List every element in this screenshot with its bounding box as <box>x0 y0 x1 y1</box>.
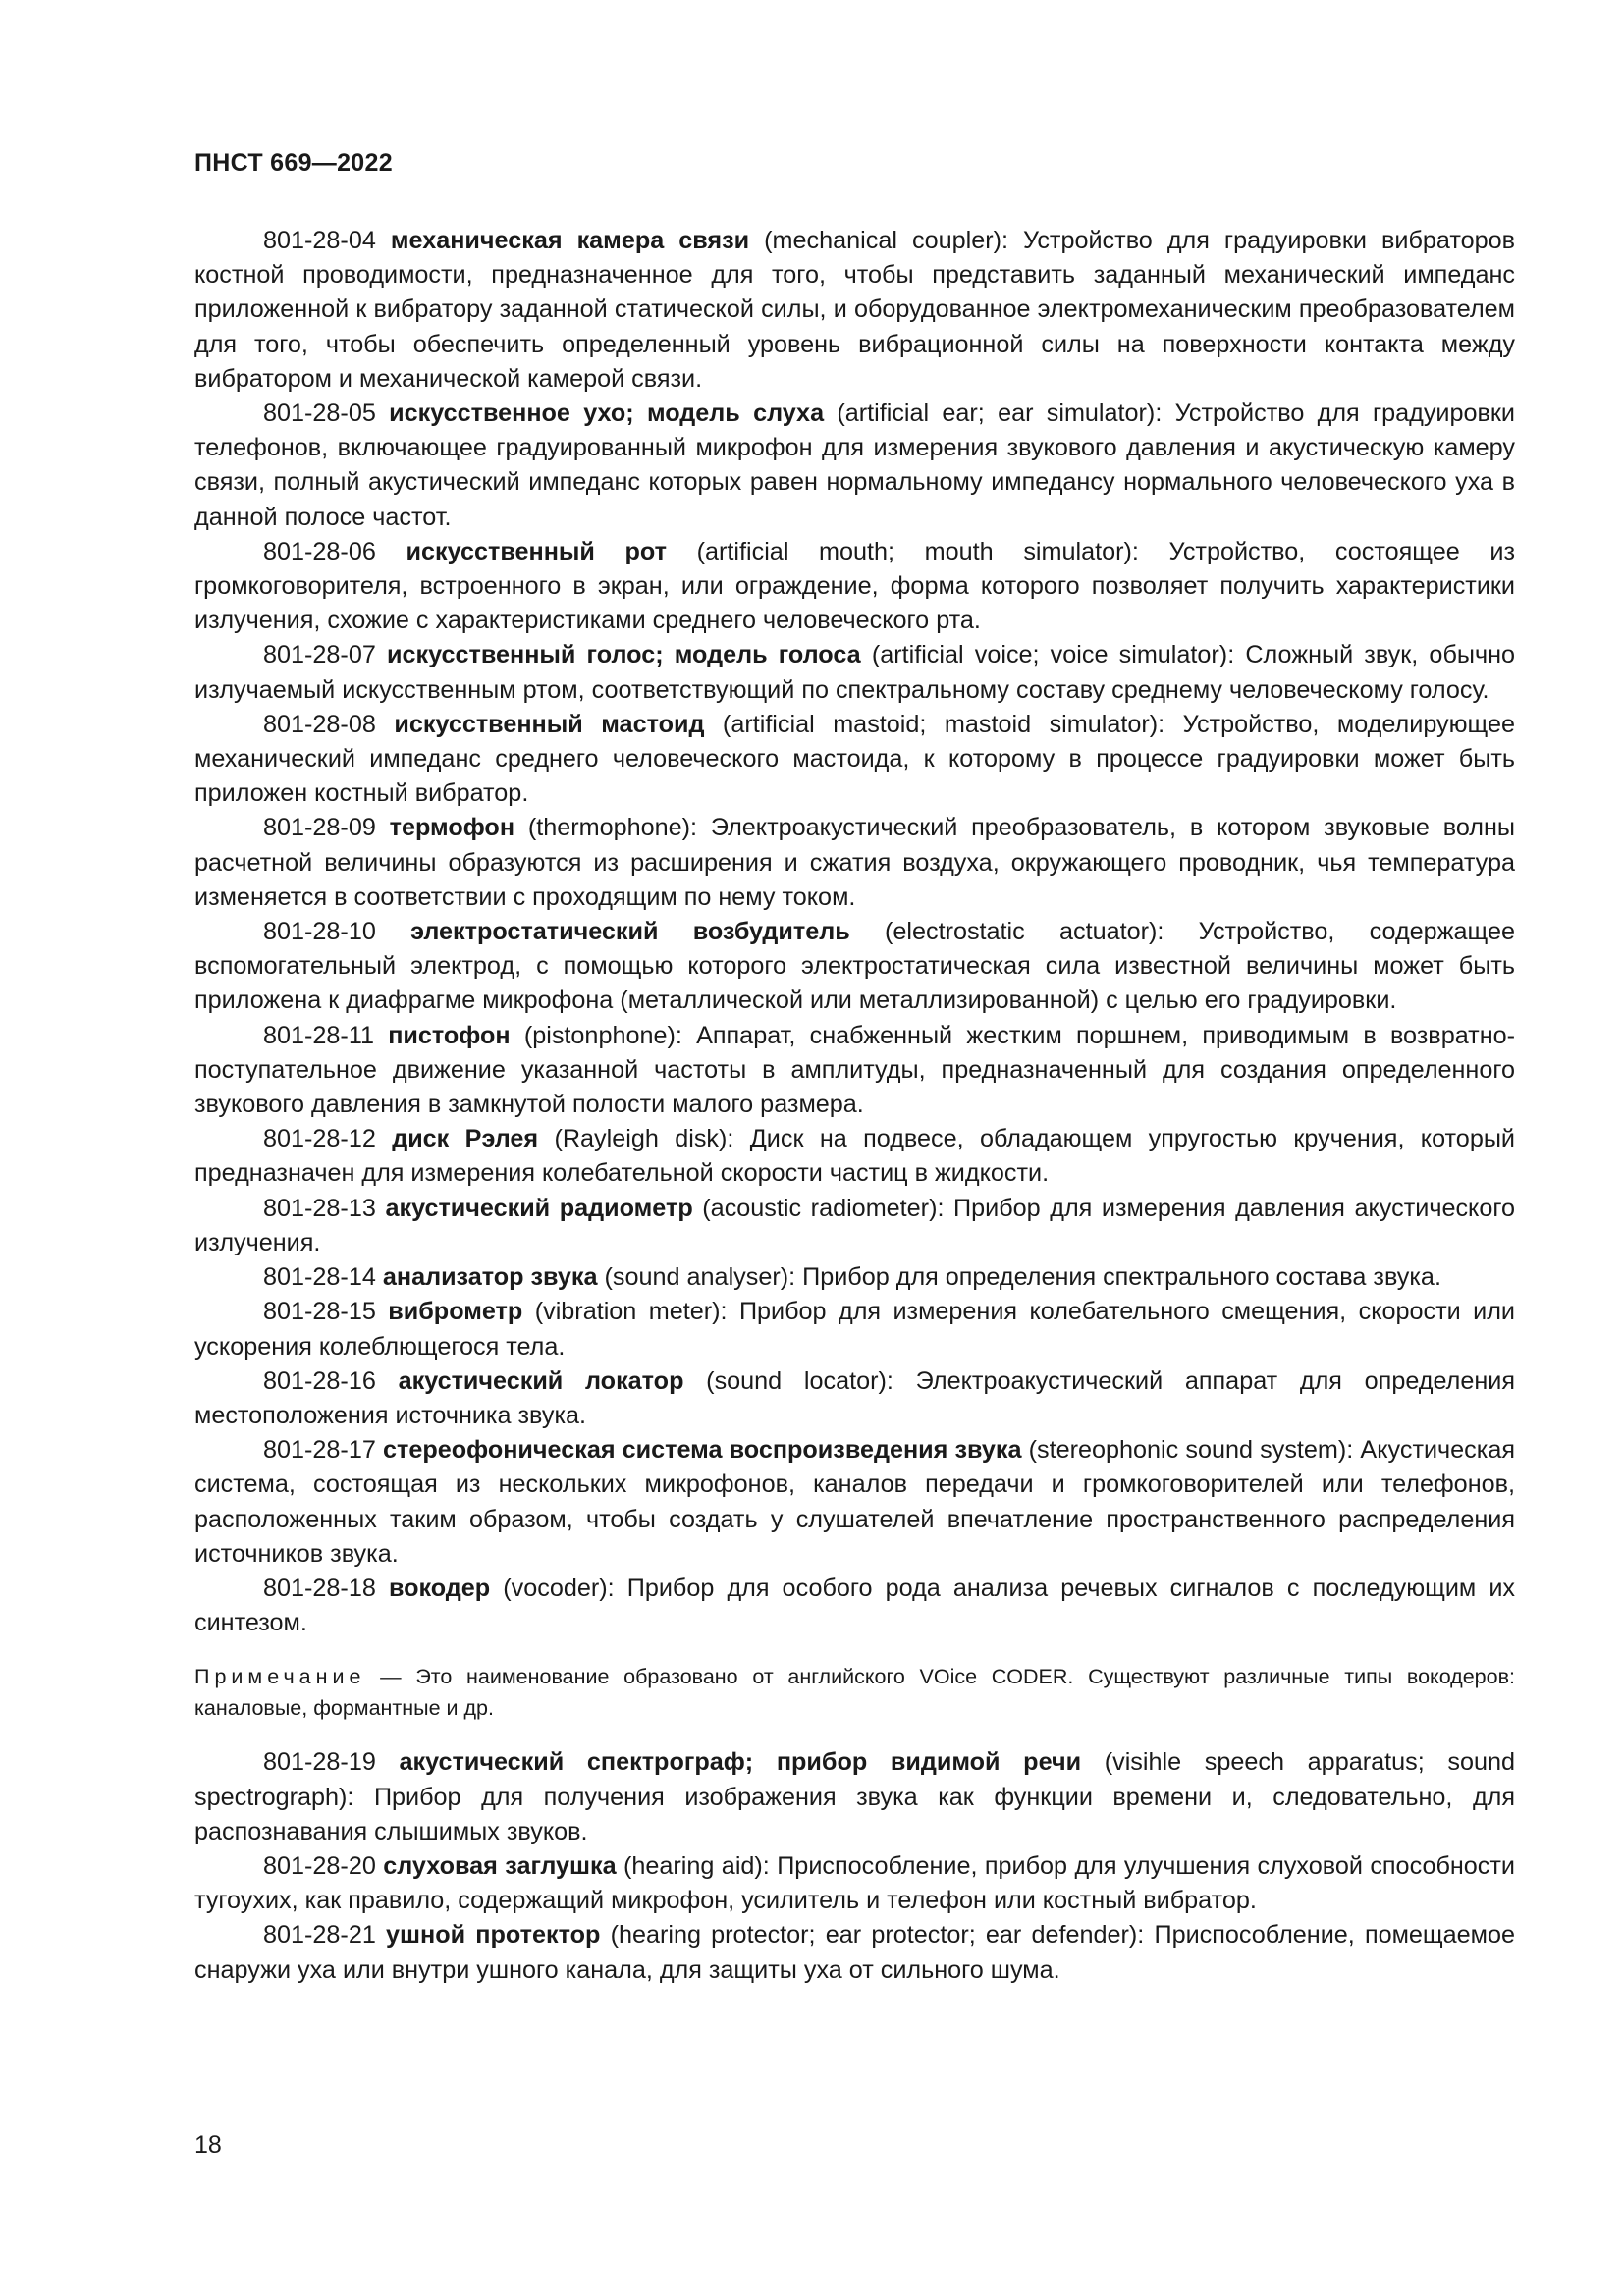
entry-term: акустический спектрограф; прибор видимой речи <box>399 1748 1082 1777</box>
entry-definition: (electrostatic actuator): Устройство, содержащее вспомогательный электрод, с помощью которого электростатическая сила известной величины может быть приложена к диафрагме микрофона (металлической или металлизированной) с целью его градуировки. <box>194 918 1515 1015</box>
entry-number: 801-28-19 <box>263 1748 376 1777</box>
entry-number: 801-28-08 <box>263 710 376 738</box>
entry-term: искусственное ухо; модель слуха <box>389 400 825 428</box>
entry-term: искусственный рот <box>406 537 668 565</box>
entry-801-28-08 <box>194 708 1515 812</box>
entry-number: 801-28-10 <box>263 918 376 946</box>
entry-number: 801-28-05 <box>263 400 376 428</box>
entry-term: искусственный голос; модель голоса <box>387 641 861 669</box>
entry-number: 801-28-17 <box>263 1436 376 1465</box>
entry-number: 801-28-14 <box>263 1263 376 1292</box>
entry-801-28-04 <box>194 224 1515 397</box>
entry-number: 801-28-11 <box>263 1021 374 1049</box>
entry-term: искусственный мастоид <box>394 710 705 738</box>
entry-number: 801-28-16 <box>263 1366 376 1395</box>
entry-801-28-17 <box>194 1433 1515 1572</box>
entry-number: 801-28-13 <box>263 1194 376 1222</box>
entry-801-28-18 <box>194 1572 1515 1640</box>
note-label: Примечание <box>194 1665 366 1689</box>
entry-term: термофон <box>389 814 515 842</box>
entry-number: 801-28-20 <box>263 1851 376 1880</box>
entry-801-28-19 <box>194 1745 1515 1849</box>
entry-term: пистофон <box>388 1021 511 1049</box>
note <box>194 1661 1515 1724</box>
entry-number: 801-28-21 <box>263 1921 376 1949</box>
entry-definition: (hearing aid): Приспособление, прибор для улучшения слуховой способности тугоухих, как правило, содержащий микрофон, усилитель и телефон или костный вибратор. <box>194 1851 1515 1915</box>
entry-definition: (artificial mastoid; mastoid simulator): Устройство, моделирующее механический импеданс среднего человеческого мастоида, к которому в процессе градуировки может быть приложен костный вибратор. <box>194 710 1515 808</box>
entry-definition: (artificial ear; ear simulator): Устройство для градуировки телефонов, включающее градуированный микрофон для измерения звукового давления и акустическую камеру связи, полный акустический импеданс которых равен нормальному импедансу нормального человеческого уха в данной полосе частот. <box>194 400 1515 531</box>
entry-term: анализатор звука <box>382 1263 598 1292</box>
entry-definition: (artificial voice; voice simulator): Сложный звук, обычно излучаемый искусственным ртом, соответствующий по спектральному составу среднему человеческому голосу. <box>194 641 1516 704</box>
entry-term: акустический радиометр <box>385 1194 693 1222</box>
entry-801-28-07 <box>194 638 1515 707</box>
entry-801-28-20 <box>194 1849 1515 1918</box>
entry-definition: (mechanical coupler): Устройство для градуировки вибраторов костной проводимости, предназначенное для того, чтобы представить заданный механический импеданс приложенной к вибратору заданной статической силы, и оборудованное электромеханическим преобразователем для того, чтобы обеспечить определенный уровень вибрационной силы на поверхности контакта между вибратором и механической камерой связи. <box>194 227 1515 393</box>
entry-definition: (visihle speech apparatus; sound spectrograph): Прибор для получения изображения звука как функции времени и, следовательно, для распознавания слышимых звуков. <box>194 1748 1515 1845</box>
entry-801-28-10 <box>194 915 1515 1019</box>
entry-term: вокодер <box>388 1574 491 1602</box>
entry-term: диск Рэлея <box>392 1125 539 1153</box>
entry-number: 801-28-12 <box>263 1125 376 1153</box>
entry-definition: (pistonphone): Аппарат, снабженный жестким поршнем, приводимым в возвратно-поступательное движение указанной частоты в амплитуды, предназначенный для создания определенного звукового давления в замкнутой полости малого размера. <box>194 1021 1515 1119</box>
entry-801-28-11 <box>194 1019 1515 1123</box>
entry-801-28-05 <box>194 397 1515 535</box>
entry-term: слуховая заглушка <box>383 1851 617 1880</box>
entry-801-28-16 <box>194 1364 1515 1433</box>
entry-number: 801-28-15 <box>263 1298 376 1326</box>
entry-801-28-21 <box>194 1918 1515 1987</box>
entry-number: 801-28-06 <box>263 537 376 565</box>
entry-definition: (artificial mouth; mouth simulator): Устройство, состоящее из громкоговорителя, встроенного в экран, или ограждение, форма которого позволяет получить характеристики излучения, схожие с характеристиками среднего человеческого рта. <box>194 537 1515 635</box>
entry-definition: (vocoder): Прибор для особого рода анализа речевых сигналов с последующим их синтезом. <box>194 1574 1515 1637</box>
entry-number: 801-28-04 <box>263 227 376 254</box>
entry-term: ушной протектор <box>386 1921 601 1949</box>
entry-801-28-06 <box>194 535 1515 639</box>
entry-definition: (vibration meter): Прибор для измерения колебательного смещения, скорости или ускорения колеблющегося тела. <box>194 1298 1516 1361</box>
entry-definition: (Rayleigh disk): Диск на подвесе, обладающем упругостью кручения, который предназначен для измерения колебательной скорости частиц в жидкости. <box>194 1125 1516 1188</box>
page-number: 18 <box>194 2131 222 2159</box>
entry-term: механическая камера связи <box>390 227 750 254</box>
document-body <box>194 224 1515 1988</box>
entry-801-28-13 <box>194 1192 1515 1260</box>
entry-number: 801-28-07 <box>263 641 376 669</box>
entry-801-28-09 <box>194 811 1515 915</box>
entry-definition: (stereophonic sound system): Акустическая система, состоящая из нескольких микрофонов, каналов передачи и громкоговорителей или телефонов, расположенных таким образом, чтобы создать у слушателей впечатление пространственного распределения источников звука. <box>194 1436 1515 1568</box>
note-text: — Это наименование образовано от английского VOice CODER. Существуют различные типы вокодеров: каналовые, формантные и др. <box>194 1665 1515 1721</box>
document-header: ПНСТ 669—2022 <box>194 149 393 177</box>
entry-term: акустический локатор <box>398 1366 684 1395</box>
entry-term: виброметр <box>388 1298 523 1326</box>
entry-801-28-12 <box>194 1122 1515 1191</box>
entry-number: 801-28-09 <box>263 814 376 842</box>
entry-801-28-14 <box>194 1260 1515 1295</box>
entry-definition: (sound locator): Электроакустический аппарат для определения местоположения источника звука. <box>194 1366 1515 1429</box>
entry-definition: (sound analyser): Прибор для определения спектрального состава звука. <box>597 1263 1441 1292</box>
entry-number: 801-28-18 <box>263 1574 376 1602</box>
entry-definition: (acoustic radiometer): Прибор для измерения давления акустического излучения. <box>194 1194 1515 1256</box>
entry-term: электростатический возбудитель <box>410 918 850 946</box>
entry-definition: (thermophone): Электроакустический преобразователь, в котором звуковые волны расчетной величины образуются из расширения и сжатия воздуха, окружающего проводник, чья температура изменяется в соответствии с проходящим по нему током. <box>194 814 1515 911</box>
entry-term: стереофоническая система воспроизведения звука <box>382 1436 1022 1465</box>
entry-definition: (hearing protector; ear protector; ear defender): Приспособление, помещаемое снаружи уха или внутри ушного канала, для защиты уха от сильного шума. <box>194 1921 1516 1984</box>
entry-801-28-15 <box>194 1295 1515 1363</box>
